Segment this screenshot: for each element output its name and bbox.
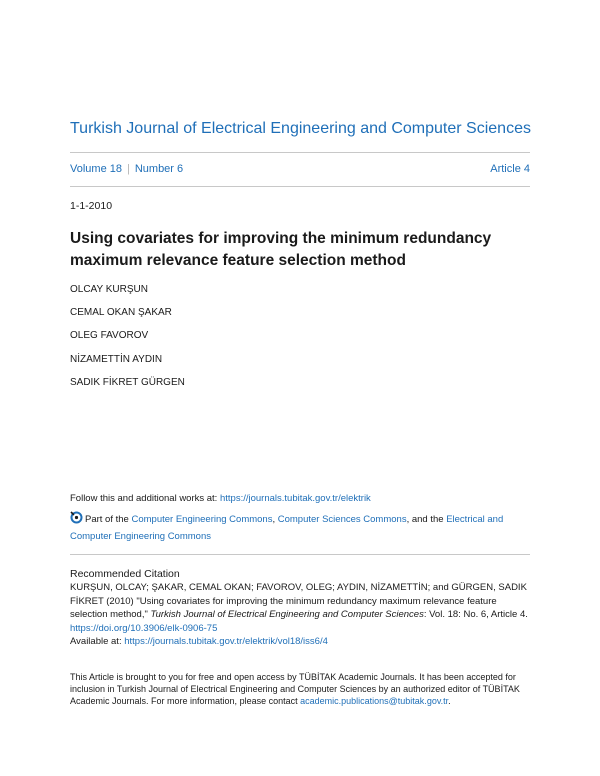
citation-volume: : Vol. 18: No. 6, Article 4. — [423, 609, 528, 620]
part-of-sep2: , and the — [406, 514, 447, 525]
available-label: Available at: — [70, 636, 125, 647]
part-of-line — [70, 511, 530, 544]
author-4: NİZAMETTİN AYDIN — [70, 354, 163, 365]
access-notice-text: This Article is brought to you for free and open access by TÜBİTAK Academic Journals. It has been accepted for inclusion in Turkish Journal of Electrical Engineering and Computer Sciences by an authorized editor of TÜBİTAK Academic Journals. For more information, please contact — [70, 672, 520, 706]
citation-divider — [70, 554, 530, 555]
access-notice-end: . — [448, 696, 451, 706]
author-5: SADIK FİKRET GÜRGEN — [70, 377, 185, 388]
recommended-citation-heading: Recommended Citation — [70, 568, 180, 580]
electrical-computer-engineering-commons-link[interactable]: Electrical and Computer Engineering Commons — [70, 514, 504, 542]
part-of-prefix: Part of the — [85, 514, 132, 525]
follow-text: Follow this and additional works at: — [70, 493, 220, 504]
author-1: OLCAY KURŞUN — [70, 284, 148, 295]
volume-row — [70, 163, 530, 175]
publication-date: 1-1-2010 — [70, 200, 113, 212]
part-of-sep1: , — [272, 514, 278, 525]
citation-text: KURŞUN, OLCAY; ŞAKAR, CEMAL OKAN; FAVOROV, OLEG; AYDIN, NİZAMETTİN; and GÜRGEN, SADIK FİKRET (2010) "Using covariates for improving the minimum redundancy maximum relevance feature selection method," — [70, 582, 527, 620]
citation-body — [70, 581, 530, 649]
follow-url-link[interactable]: https://journals.tubitak.gov.tr/elektrik — [219, 493, 371, 504]
follow-line — [70, 493, 371, 504]
volume-link[interactable]: Volume 18 — [70, 163, 122, 175]
doi-link[interactable]: https://doi.org/10.3906/elk-0906-75 — [70, 622, 218, 634]
computer-engineering-commons-link[interactable]: Computer Engineering Commons — [131, 514, 273, 525]
paper-title: Using covariates for improving the minimum redundancy maximum relevance feature selection method — [70, 230, 492, 269]
contact-email-link[interactable]: academic.publications@tubitak.gov.tr — [300, 696, 449, 706]
volume-separator: | — [126, 163, 130, 175]
citation-journal: Turkish Journal of Electrical Engineering and Computer Sciences — [150, 609, 424, 620]
journal-title-link[interactable]: Turkish Journal of Electrical Engineering and Computer Sciences — [70, 120, 531, 137]
computer-sciences-commons-link[interactable]: Computer Sciences Commons — [277, 514, 407, 525]
available-url-link[interactable]: https://journals.tubitak.gov.tr/elektrik/vol18/iss6/4 — [124, 636, 328, 647]
middle-divider — [70, 186, 530, 187]
number-link[interactable]: Number 6 — [134, 163, 184, 175]
top-divider — [70, 152, 530, 153]
article-link[interactable]: Article 4 — [490, 163, 530, 175]
open-access-icon — [70, 511, 83, 529]
access-notice — [70, 671, 530, 707]
author-3: OLEG FAVOROV — [70, 330, 149, 341]
author-2: CEMAL OKAN ŞAKAR — [70, 307, 172, 318]
